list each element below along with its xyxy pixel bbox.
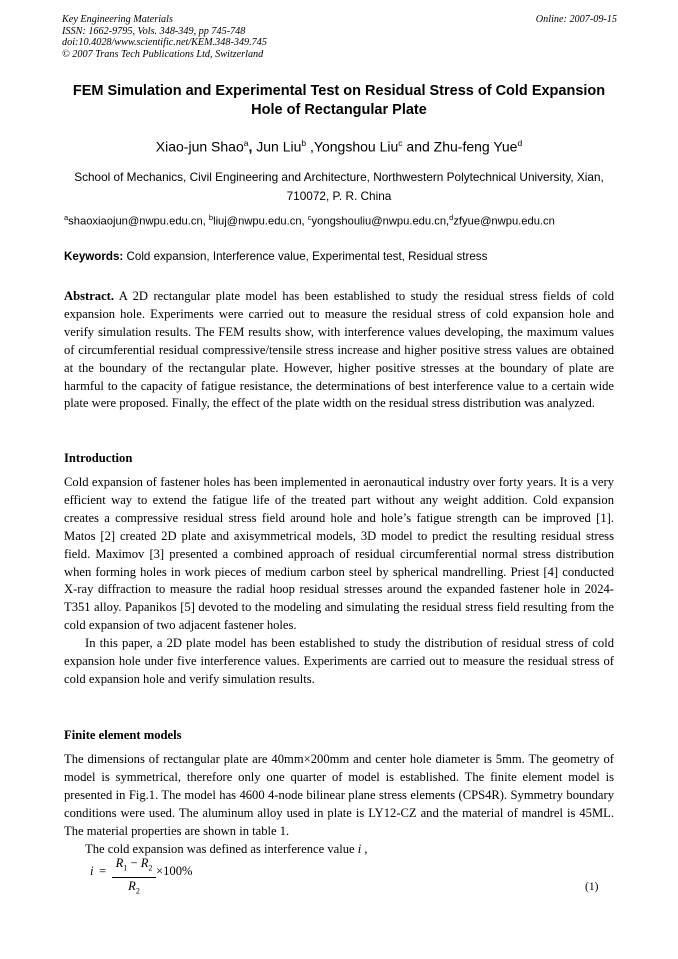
affiliation: School of Mechanics, Civil Engineering and Architecture, Northwestern Polytechnical University, Xian, 710072, P. R. China xyxy=(74,170,604,203)
email-address[interactable]: zfyue@nwpu.edu.cn xyxy=(453,215,555,228)
section-heading-introduction: Introduction xyxy=(64,451,133,465)
author-list xyxy=(64,134,614,156)
section-heading-fem: Finite element models xyxy=(64,728,182,742)
journal-name: Key Engineering Materials xyxy=(62,14,173,25)
issn-line: ISSN: 1662-9795, Vols. 348-349, pp 745-748 xyxy=(62,25,246,37)
numerator xyxy=(112,856,156,876)
email-address[interactable]: shaoxiaojun@nwpu.edu.cn, xyxy=(68,215,209,228)
abstract-label: Abstract. xyxy=(64,289,115,303)
abstract-text: A 2D rectangular plate model has been established to study the residual stress fields of cold expansion hole. Experiments were carried out to measure the residual stress of cold expansion hole and verify simulation results. The FEM results show, with interference values developing, the maximum values of circumferential residual compressive/tensile stress increase and higher positive stress values are obtained at the boundary of the rectangular plate. However, higher positive stresses at the boundary of plate are harmful to the capacity of fatigue resistance, the determinations of best interference value to a certain wide plate were proposed. Finally, the effect of the plate width on the residual stress distribution was analyzed. xyxy=(64,289,614,411)
author-separator: , xyxy=(306,138,314,155)
paragraph: The dimensions of rectangular plate are 40mm×200mm and center hole diameter is 5mm. The geometry of model is symmetrical, therefore only one quarter of model is established. The finite element model is presented in Fig.1. The model has 4600 4-node bilinear plane stress elements (CPS4R). Symmetry boundary conditions were used. The aluminum alloy used in plate is LY12-CZ and the material of mandrel is 45ML. The material properties are shown in table 1. xyxy=(64,752,614,838)
email-mark: c xyxy=(307,213,312,222)
author-name: Yongshou Liu xyxy=(313,138,399,155)
email-address[interactable]: yongshouliu@nwpu.edu.cn, xyxy=(311,215,450,228)
paragraph: In this paper, a 2D plate model has been established to study the distribution of residual stress of cold expansion hole under five interference values. Experiments are carried out to measure the residual stress of cold expansion hole and verify simulation results. xyxy=(64,636,614,686)
times-percent: ×100% xyxy=(156,864,193,878)
author-name: Jun Liu xyxy=(256,138,302,155)
paragraph-text: The cold expansion was defined as interference value xyxy=(85,841,358,856)
keywords-label: Keywords: xyxy=(64,250,124,263)
introduction-body xyxy=(64,474,614,689)
fraction-bar xyxy=(112,877,156,878)
symbol-r: R xyxy=(115,856,124,870)
author-affil-mark: a xyxy=(243,138,249,148)
author-name: Xiao-jun Shao xyxy=(155,138,244,155)
doi-line: doi:10.4028/www.scientific.net/KEM.348-349.745 xyxy=(62,37,267,49)
author-affil-mark: d xyxy=(517,138,523,148)
author-affil-mark: b xyxy=(301,138,307,148)
subscript: 2 xyxy=(148,863,153,873)
author-affil-mark: c xyxy=(398,138,403,148)
variable-i: i xyxy=(357,841,362,856)
equation-lhs: i xyxy=(90,864,94,878)
paper-title: FEM Simulation and Experimental Test on Residual Stress of Cold Expansion Hole of Rectangular Plate xyxy=(72,83,606,118)
email-mark: d xyxy=(449,213,454,222)
copyright-line: © 2007 Trans Tech Publications Ltd, Switzerland xyxy=(62,48,264,60)
author-name: Zhu-feng Yue xyxy=(433,138,518,155)
email-mark: b xyxy=(208,213,214,222)
email-address[interactable]: liuj@nwpu.edu.cn, xyxy=(213,215,308,228)
minus-sign: − xyxy=(127,856,141,870)
author-separator: and xyxy=(402,138,434,155)
email-list xyxy=(64,210,624,230)
paragraph-text: , xyxy=(361,841,368,856)
keywords-text: Cold expansion, Interference value, Experimental test, Residual stress xyxy=(123,250,488,263)
equation-number: (1) xyxy=(585,881,599,893)
subscript: 2 xyxy=(135,886,140,896)
paragraph: Cold expansion of fastener holes has been implemented in aeronautical industry over forty years. It is a very efficient way to extend the fatigue life of the treated part without any weight addition. Cold expansion creates a compressive residual stress field around hole and hole’s fatigue strength can be improved [1]. Matos [2] created 2D plate and axisymmetrical models, 3D model to predict the resulting residual stress field. Maximov [3] presented a combined approach of residual circumferential normal stress distribution when forming holes in work pieces of medium carbon steel by spherical mandrelling. Priest [4] conducted X-ray diffraction to measure the radial hoop residual stresses around the expanded fastener hole in 2024-T351 alloy. Papanikos [5] devoted to the modeling and simulating the residual stress field resulting from the cold expansion of two adjacent fastener holes. xyxy=(64,475,614,633)
symbol-r: R xyxy=(128,878,136,893)
symbol-r: R xyxy=(140,856,149,870)
subscript: 1 xyxy=(123,863,128,873)
abstract xyxy=(64,288,614,413)
fraction xyxy=(112,856,156,898)
fem-body xyxy=(64,751,614,858)
online-date: Online: 2007-09-15 xyxy=(535,14,617,25)
email-mark: a xyxy=(64,213,69,222)
denominator xyxy=(112,879,156,899)
equals-sign: = xyxy=(99,864,107,878)
journal-header xyxy=(62,14,617,60)
keywords xyxy=(64,249,614,265)
author-separator: , xyxy=(248,138,257,155)
